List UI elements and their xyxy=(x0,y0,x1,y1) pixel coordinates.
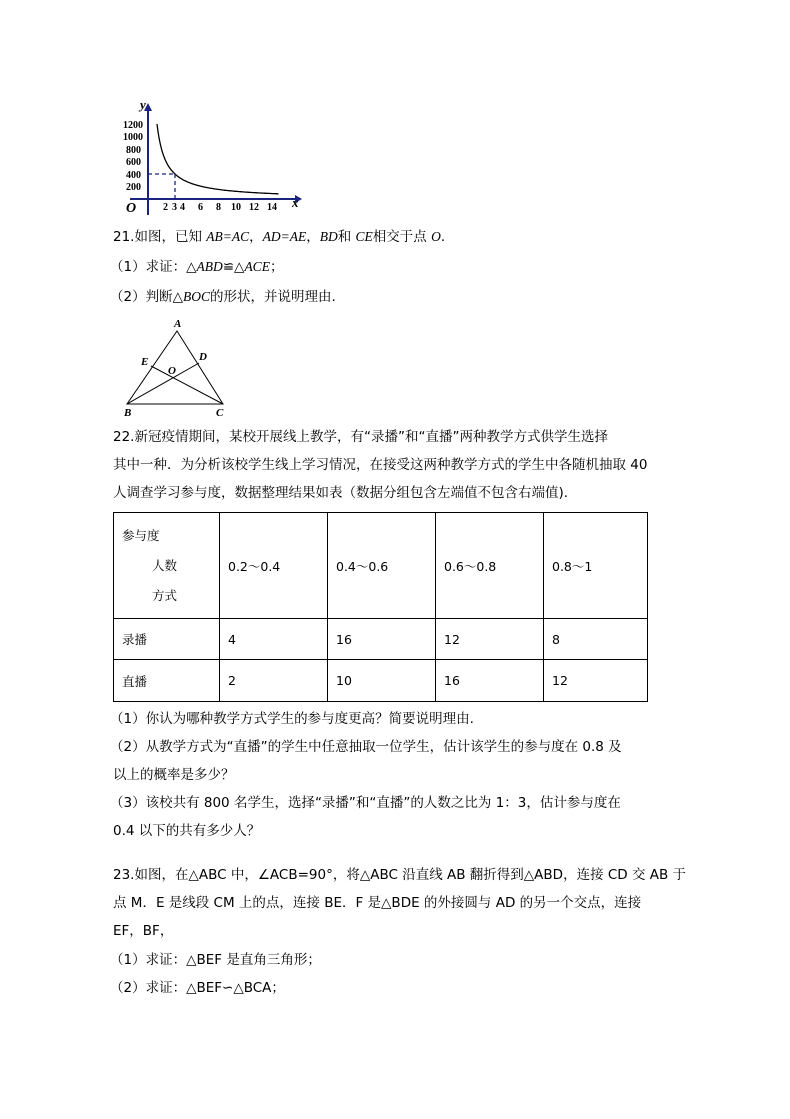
column-header: 0.8～1 xyxy=(544,513,648,619)
math-term: AB=AC xyxy=(206,229,250,244)
column-header: 0.4～0.6 xyxy=(328,513,436,619)
segment-bd xyxy=(127,363,199,404)
q22-part: （1）你认为哪种教学方式学生的参与度更高？简要说明理由. xyxy=(110,711,474,727)
math-term: ABD xyxy=(196,259,223,274)
q21-stem-text: 相交于点 xyxy=(372,229,432,245)
x-tick: 3 xyxy=(172,202,177,213)
q21-part1 xyxy=(110,258,283,276)
cell: 4 xyxy=(220,619,328,660)
q23-line: 23.如图，在△ABC 中，∠ACB=90°，将△ABC 沿直线 AB 翻折得到△ABD，连接 CD 交 AB 于 xyxy=(113,867,687,883)
q21-stem-text: 21.如图，已知 xyxy=(113,229,207,245)
x-tick: 10 xyxy=(231,202,241,213)
q22-part: （3）该校共有 800 名学生，选择“录播”和“直播”的人数之比为 1：3，估计参与度在 xyxy=(110,795,621,811)
row-label: 录播 xyxy=(114,619,220,660)
diag-header xyxy=(114,513,220,619)
point-label: C xyxy=(216,407,224,419)
function-graph xyxy=(110,95,310,220)
triangle-figure xyxy=(115,315,235,420)
q22-part: 以上的概率是多少？ xyxy=(113,767,235,783)
origin-label: O xyxy=(126,201,137,216)
q22-part: 0.4 以下的共有多少人？ xyxy=(113,823,261,839)
data-table xyxy=(113,512,648,702)
q23-line: （1）求证：△BEF 是直角三角形； xyxy=(110,952,321,968)
q22-line: 人调查学习参与度，数据整理结果如表（数据分组包含左端值不包含右端值). xyxy=(113,485,569,501)
point-label: B xyxy=(124,407,132,419)
point-label: A xyxy=(174,318,182,330)
x-tick: 4 xyxy=(180,202,185,213)
q22-line: 其中一种．为分析该校学生线上学习情况，在接受这两种教学方式的学生中各随机抽取 40 xyxy=(113,457,648,473)
y-tick: 1200 xyxy=(123,120,143,131)
y-tick: 400 xyxy=(126,170,141,181)
x-tick: 6 xyxy=(198,202,203,213)
q21-part1-text: （1）求证：△ xyxy=(110,259,197,275)
q21-part2 xyxy=(110,288,336,306)
row-label: 直播 xyxy=(114,660,220,702)
q23-line: 点 M．E 是线段 CM 上的点，连接 BE．F 是△BDE 的外接圆与 AD 的另一个交点，连接 xyxy=(113,895,642,911)
q22-line: 22.新冠疫情期间，某校开展线上教学，有“录播”和“直播”两种教学方式供学生选择 xyxy=(113,429,608,445)
cell: 10 xyxy=(328,660,436,702)
y-tick: 200 xyxy=(126,182,141,193)
x-tick: 12 xyxy=(249,202,259,213)
table-header-row xyxy=(114,513,648,619)
y-tick: 800 xyxy=(126,145,141,156)
q22-part: （2）从教学方式为“直播”的学生中任意抽取一位学生，估计该学生的参与度在 0.8 及 xyxy=(110,739,622,755)
point-label: E xyxy=(141,356,149,368)
y-tick: 1000 xyxy=(123,132,143,143)
x-tick: 14 xyxy=(267,202,277,213)
math-term: BOC xyxy=(182,289,210,304)
q23-line: EF，BF， xyxy=(113,923,174,939)
table-row xyxy=(114,619,648,660)
y-tick: 600 xyxy=(126,157,141,168)
q21-stem-text: . xyxy=(440,229,446,245)
math-term: AD=AE xyxy=(262,229,307,244)
cell: 8 xyxy=(544,619,648,660)
math-term: ACE xyxy=(244,259,270,274)
cell: 16 xyxy=(328,619,436,660)
cell: 16 xyxy=(436,660,544,702)
q21-part2-text: （2）判断△ xyxy=(110,289,183,305)
math-term: BD xyxy=(319,229,338,244)
math-term: O xyxy=(431,229,441,244)
x-label: x xyxy=(292,195,299,210)
cell: 12 xyxy=(544,660,648,702)
q21-stem-text: 和 xyxy=(337,229,356,245)
table-row xyxy=(114,660,648,702)
cell: 2 xyxy=(220,660,328,702)
q21-stem xyxy=(113,228,445,246)
q21-part1-text: ； xyxy=(269,259,284,275)
q21-part1-text: ≌△ xyxy=(222,259,245,275)
segment-ce xyxy=(151,366,223,404)
x-tick: 2 xyxy=(163,202,168,213)
point-label: O xyxy=(168,365,176,377)
cell: 12 xyxy=(436,619,544,660)
header-label: 参与度 xyxy=(122,527,160,543)
column-header: 0.2～0.4 xyxy=(220,513,328,619)
q21-stem-text: ， xyxy=(249,229,263,245)
math-term: CE xyxy=(355,229,373,244)
point-label: D xyxy=(199,351,207,363)
q21-part2-text: 的形状，并说明理由. xyxy=(209,289,336,305)
x-tick: 8 xyxy=(216,202,221,213)
header-label: 人数 xyxy=(152,557,178,573)
q23-line: （2）求证：△BEF∽△BCA； xyxy=(110,980,285,996)
q21-stem-text: ， xyxy=(306,229,320,245)
y-label: y xyxy=(140,97,146,112)
column-header: 0.6～0.8 xyxy=(436,513,544,619)
header-label: 方式 xyxy=(152,587,178,603)
